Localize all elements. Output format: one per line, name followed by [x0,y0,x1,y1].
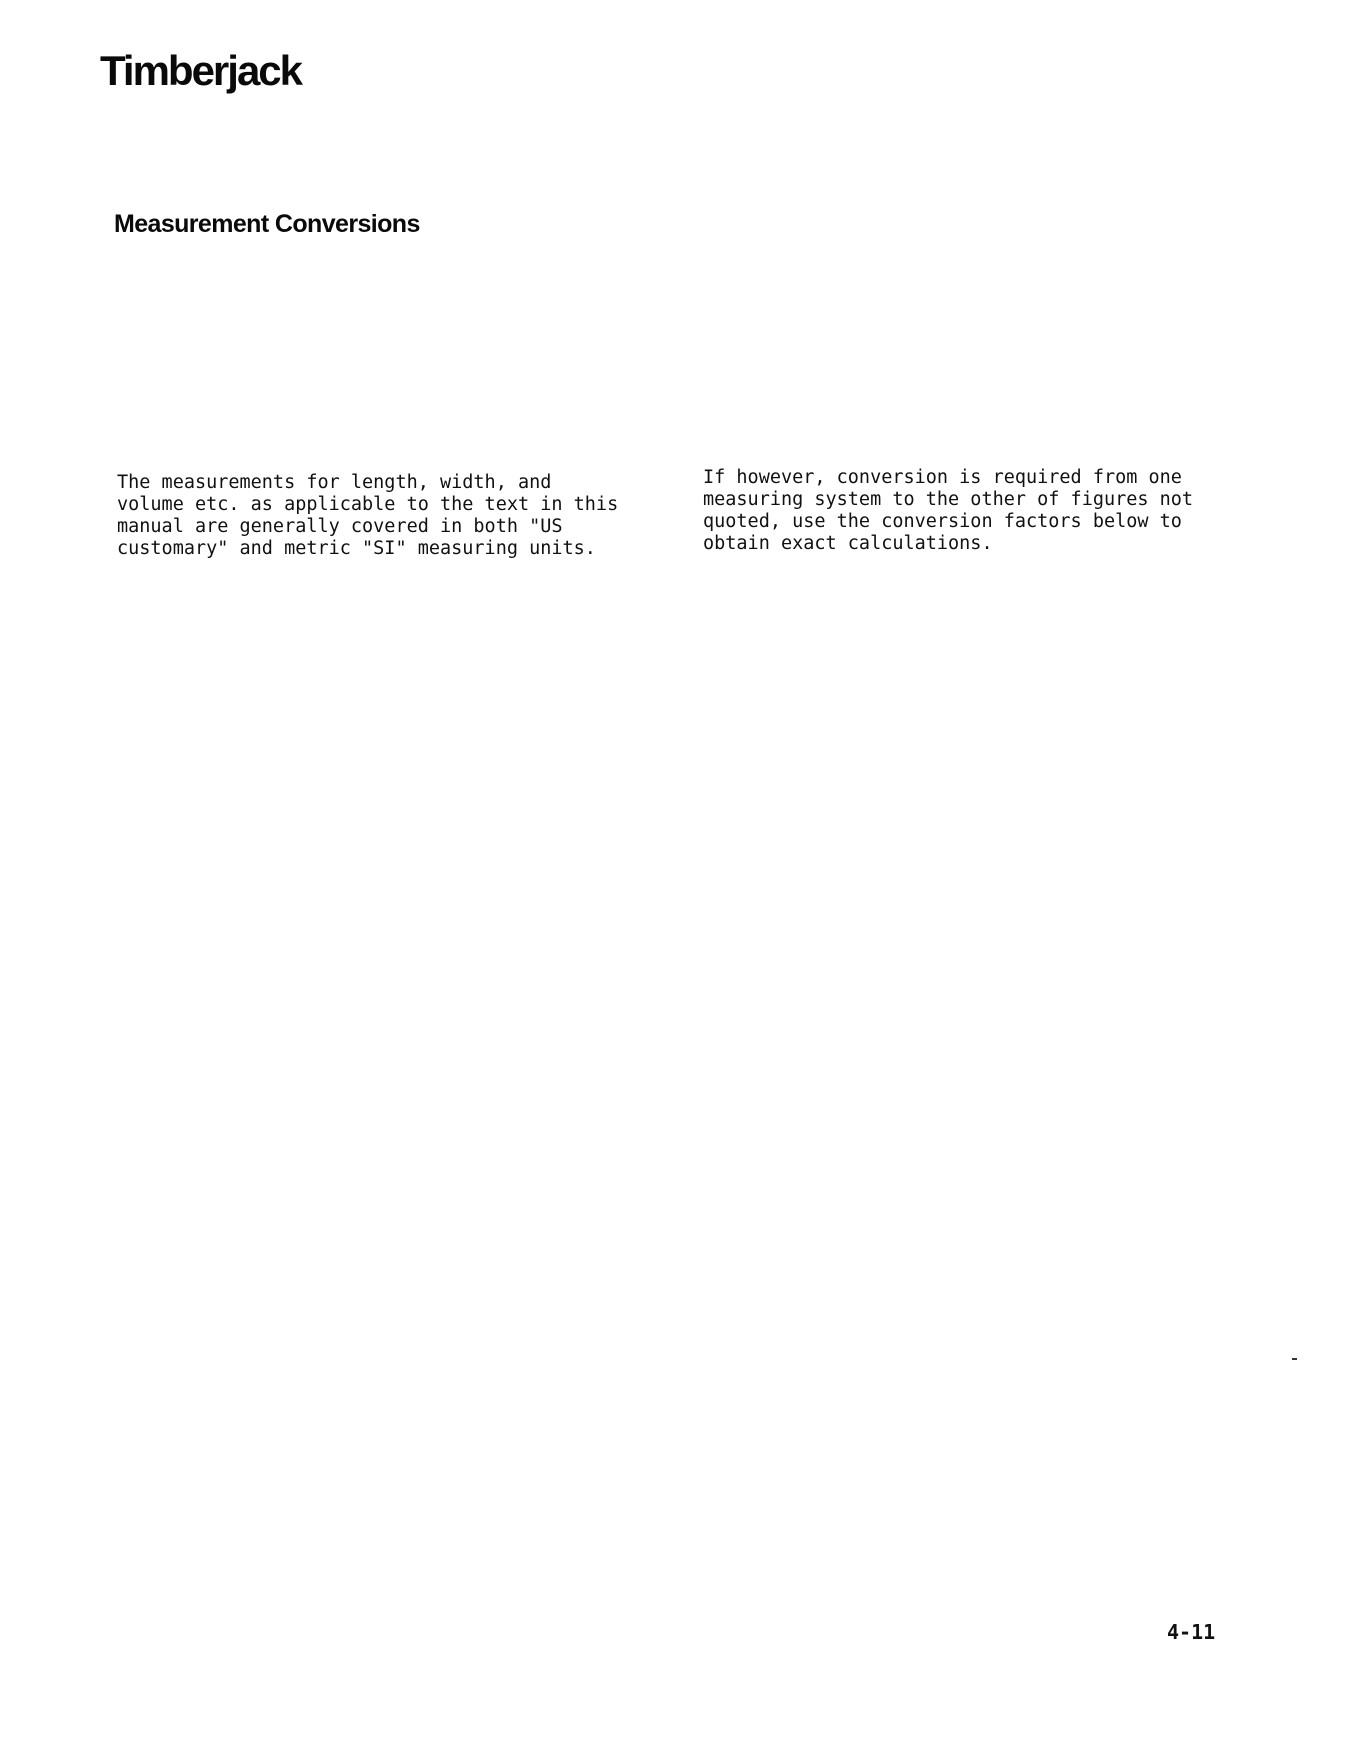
right-paragraph [703,467,1193,555]
brand-logo-text: Timberjack [100,47,302,94]
paragraph-line: customary" and metric "SI" measuring units. [117,538,596,559]
paragraph-line: obtain exact calculations. [703,533,993,554]
section-title: Measurement Conversions [114,210,420,238]
left-paragraph [117,472,618,560]
paragraph-line: volume etc. as applicable to the text in this [117,494,619,515]
paragraph-line: measuring system to the other of figures not [703,489,1194,510]
paragraph-line: manual are generally covered in both "US [117,516,563,537]
paragraph-line: The measurements for length, width, and [117,472,552,493]
paragraph-line: quoted, use the conversion factors below to [703,511,1182,532]
page-number: 4-11 [1167,1620,1216,1644]
scan-speck [1292,1358,1297,1360]
paragraph-line: If however, conversion is required from one [703,467,1182,488]
